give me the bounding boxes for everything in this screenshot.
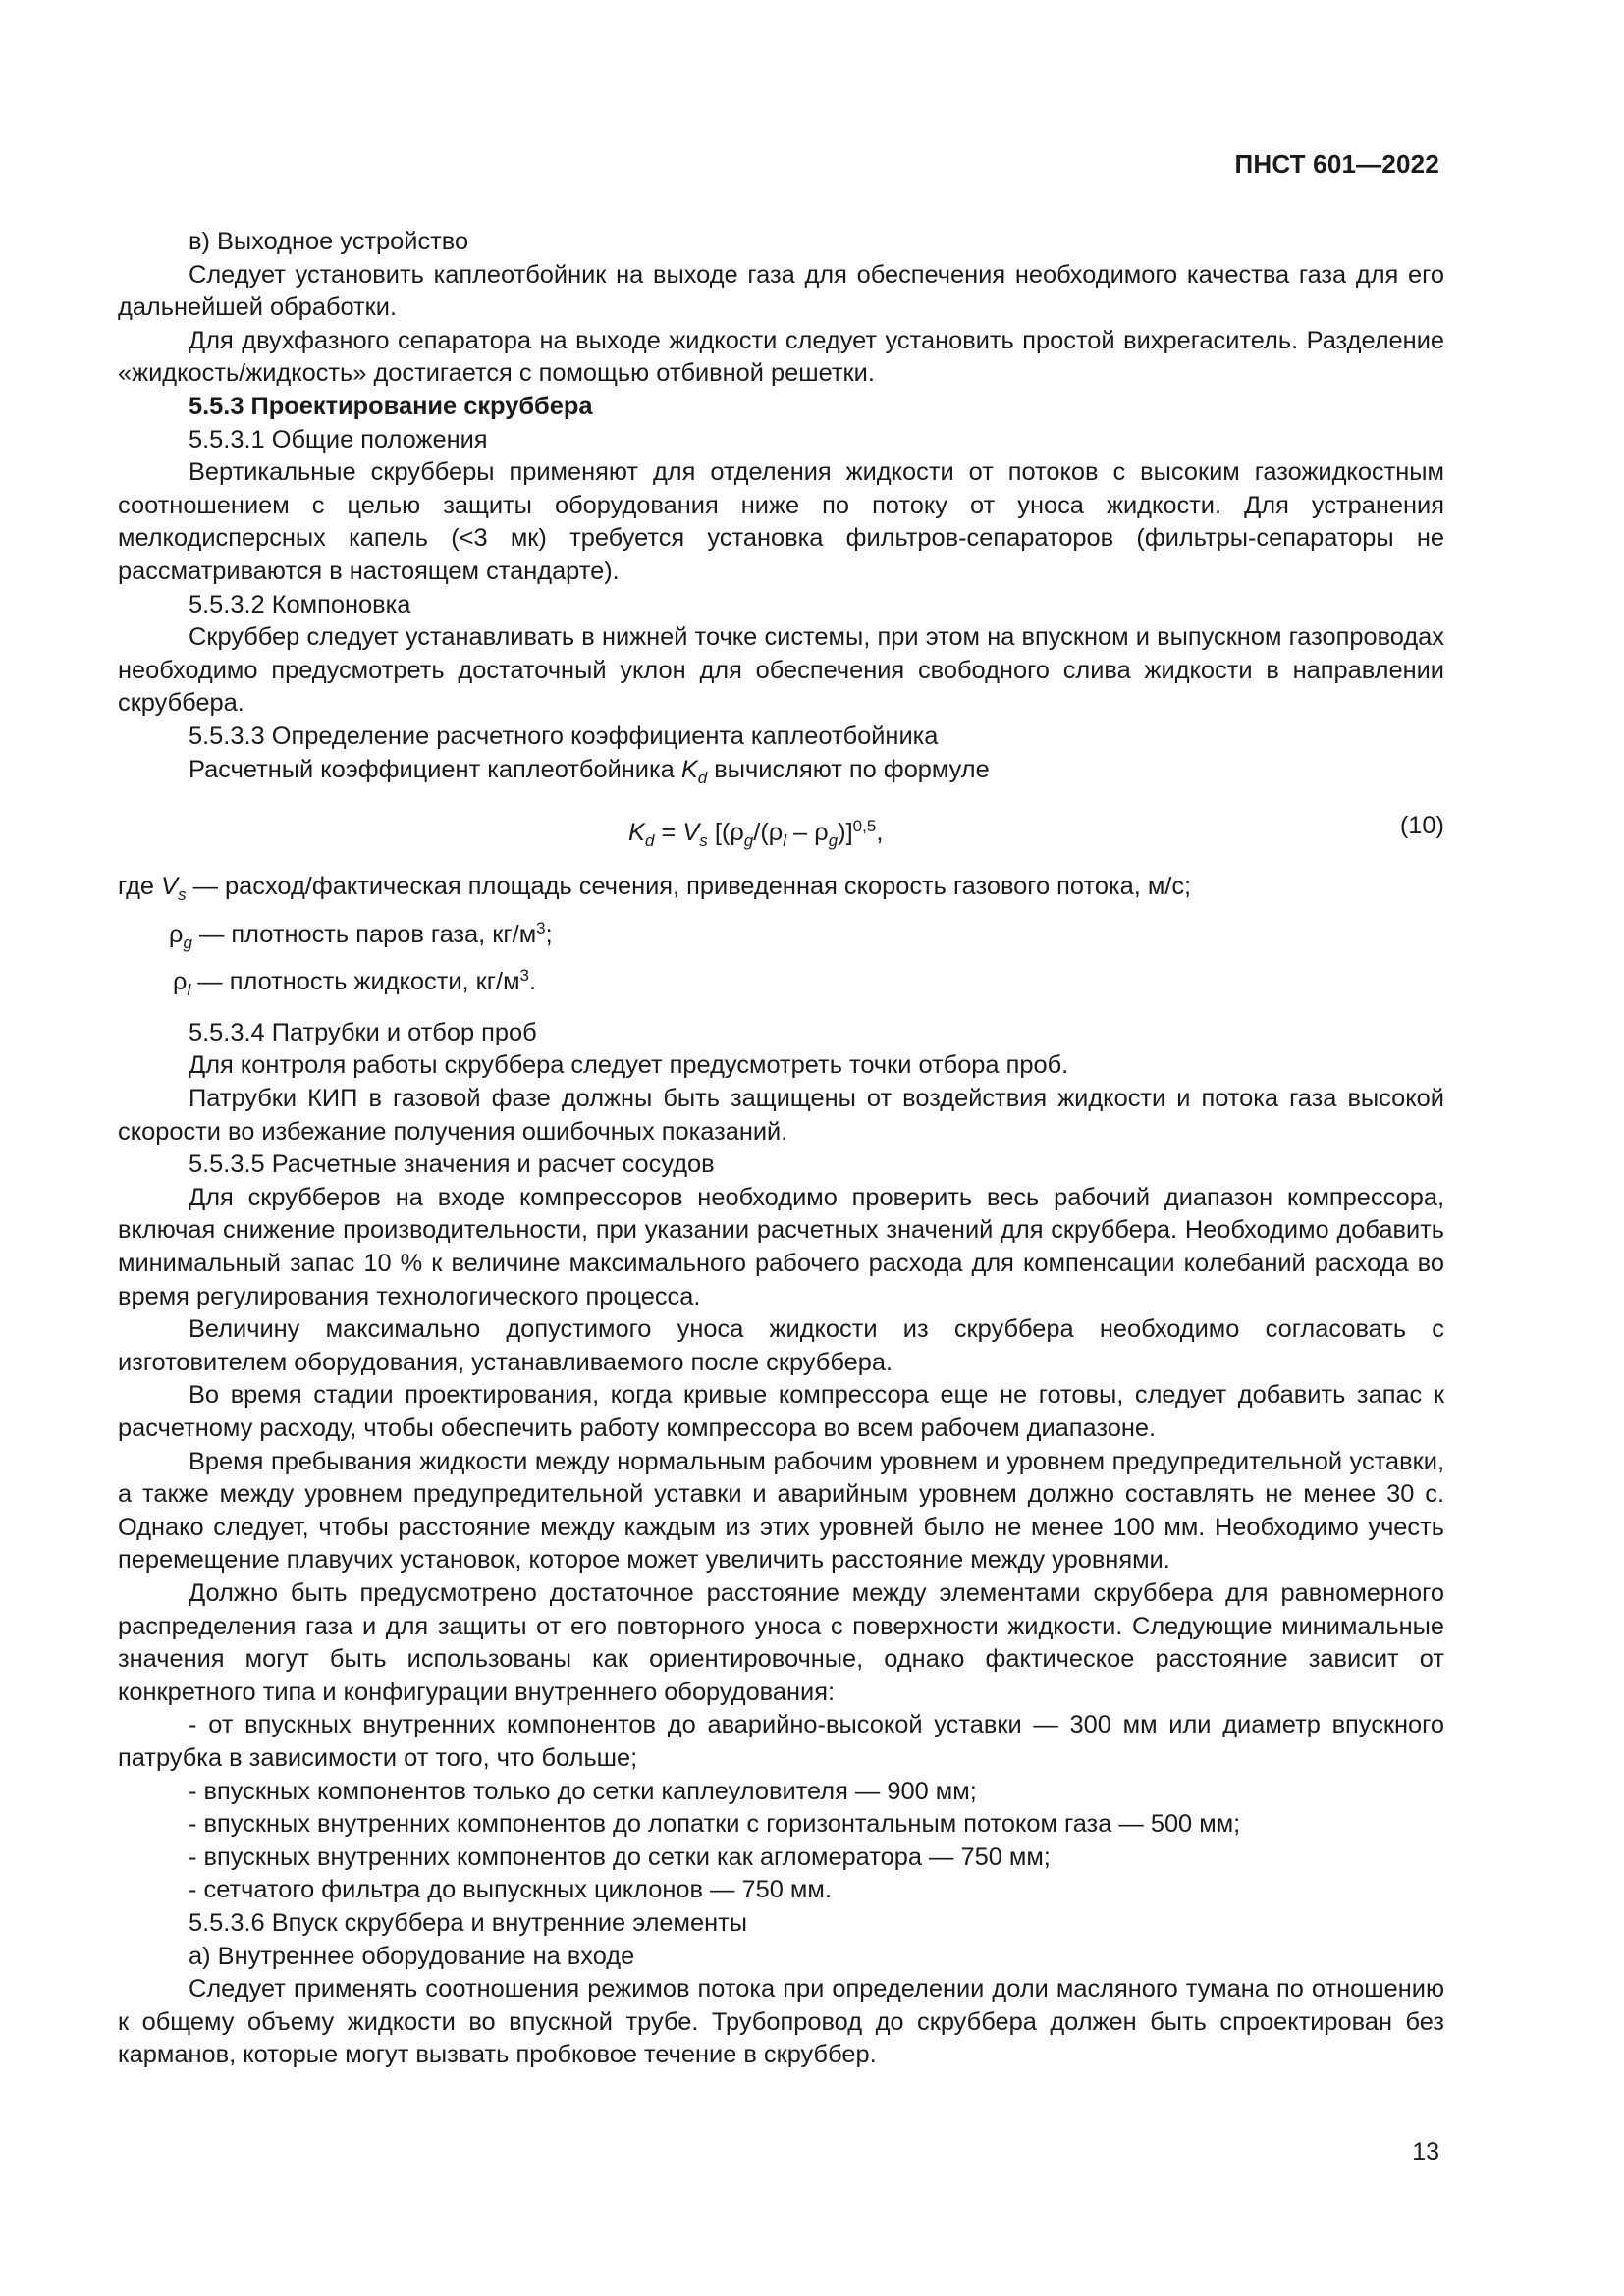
formula-exponent: 0,5 <box>852 817 877 836</box>
formula <box>628 810 883 858</box>
where-symbol-sub: g <box>183 933 192 952</box>
paragraph: Вертикальные скрубберы применяют для отделения жидкости от потоков с высоким газожидкостным соотношением с целью защиты оборудования ниже по потоку от уноса жидкости. Для устранения мелкодисперсных капель (<3 мк) требуется установка фильтров-сепараторов (фильтры-сепараторы не рассматриваются в настоящем стандарте). <box>118 458 1444 585</box>
paragraph: Скруббер следует устанавливать в нижней точке системы, при этом на впускном и выпускном газопроводах необходимо предусмотреть достаточный уклон для обеспечения свободного слива жидкости в направлении скруббера. <box>118 623 1444 718</box>
formula-rho-g2-sub: g <box>828 831 839 851</box>
where-item <box>118 871 1444 912</box>
formula-intro-symbol-sub: d <box>697 768 708 787</box>
where-list <box>118 871 1444 1007</box>
paragraph: Для скрубберов на входе компрессоров необходимо проверить весь рабочий диапазон компрессора, включая снижение производительности, при указании расчетных значений для скруббера. Необходимо добавить минимальный запас 10 % к величине максимального рабочего расхода для компенсации колебаний расхода во время регулирования технологического процесса. <box>118 1183 1444 1310</box>
paragraph: 5.5.3.3 Определение расчетного коэффициента каплеотбойника <box>189 721 939 750</box>
paragraph: 5.5.3.5 Расчетные значения и расчет сосудов <box>189 1150 715 1179</box>
where-item <box>118 912 1444 960</box>
paragraph: 5.5.3.2 Компоновка <box>189 590 411 618</box>
paragraph: - впускных внутренних компонентов до сетки как агломератора — 750 мм; <box>189 1842 1051 1871</box>
paragraph: Во время стадии проектирования, когда кривые компрессора еще не готовы, следует добавить запас к расчетному расходу, чтобы обеспечить работу компрессора во всем рабочем диапазоне. <box>118 1381 1444 1442</box>
document-code: ПНСТ 601—2022 <box>1234 149 1439 179</box>
paragraph: - сетчатого фильтра до выпускных циклонов — 750 мм. <box>189 1876 832 1904</box>
paragraph: а) Внутреннее оборудование на входе <box>189 1942 635 1970</box>
where-end: . <box>529 968 537 996</box>
formula-minus: – ρ <box>786 819 829 847</box>
paragraph: Величину максимально допустимого уноса жидкости из скруббера необходимо согласовать с изготовителем оборудования, устанавливаемого после скруббера. <box>118 1315 1444 1376</box>
formula-intro-text: Расчетный коэффициент каплеотбойника <box>189 755 675 783</box>
formula-rho-g-sub: g <box>743 831 754 851</box>
paragraph: 5.5.3.6 Впуск скруббера и внутренние элементы <box>189 1908 748 1937</box>
formula-slash: /(ρ <box>753 819 784 847</box>
formula-v-sub: s <box>699 831 708 851</box>
paragraph: - впускных компонентов только до сетки каплеуловителя — 900 мм; <box>189 1777 977 1805</box>
formula-v: V <box>682 819 700 847</box>
formula-close: )] <box>838 819 853 847</box>
where-symbol: ρ <box>169 920 184 948</box>
paragraph: 5.5.3.4 Патрубки и отбор проб <box>189 1018 537 1046</box>
formula-open: [(ρ <box>707 819 744 847</box>
where-text: — плотность жидкости, кг/м <box>190 968 520 996</box>
where-symbol-sub: l <box>187 981 191 1000</box>
section-after-formula <box>118 1017 1444 2072</box>
where-unit-sup: 3 <box>519 966 529 986</box>
paragraph: Для контроля работы скруббера следует предусмотреть точки отбора проб. <box>189 1051 1069 1080</box>
section-heading: 5.5.3 Проектирование скруббера <box>189 392 593 420</box>
page-number: 13 <box>1412 2138 1439 2165</box>
paragraph: - впускных внутренних компонентов до лопатки с горизонтальным потоком газа — 500 мм; <box>189 1810 1241 1839</box>
section-before-formula <box>118 226 1444 754</box>
where-end: ; <box>545 920 553 948</box>
where-unit-sup: 3 <box>536 918 546 937</box>
formula-rho-l-sub: l <box>783 831 786 851</box>
formula-intro-symbol: K <box>680 755 698 783</box>
formula-lhs: K <box>628 819 645 847</box>
where-text: — расход/фактическая площадь сечения, приведенная скорость газового потока, м/с; <box>186 873 1192 901</box>
where-symbol-sub: s <box>178 885 187 905</box>
where-text: — плотность паров газа, кг/м <box>191 920 537 948</box>
where-symbol: ρ <box>173 968 188 996</box>
formula-number: (10) <box>1399 812 1444 840</box>
formula-comma: , <box>876 819 884 847</box>
where-item <box>118 959 1444 1007</box>
formula-lhs-sub: d <box>644 831 655 851</box>
formula-intro <box>118 754 1444 795</box>
paragraph: Следует применять соотношения режимов потока при определении доли масляного тумана по отношению к общему объему жидкости во впускной трубе. Трубопровод до скруббера должен быть спроектирован без карманов, которые могут вызвать пробковое течение в скруббер. <box>118 1975 1444 2069</box>
formula-eq: = <box>654 819 683 847</box>
paragraph: Для двухфазного сепаратора на выходе жидкости следует установить простой вихрегаситель. Разделение «жидкость/жидкость» достигается с помощью отбивной решетки. <box>118 326 1444 388</box>
paragraph: Должно быть предусмотрено достаточное расстояние между элементами скруббера для равномерного распределения газа и для защиты от его повторного уноса с поверхности жидкости. Следующие минимальные значения могут быть использованы как ориентировочные, однако фактическое расстояние зависит от конкретного типа и конфигурации внутреннего оборудования: <box>118 1578 1444 1706</box>
paragraph: Патрубки КИП в газовой фазе должны быть защищены от воздействия жидкости и потока газа высокой скорости во избежание получения ошибочных показаний. <box>118 1085 1444 1146</box>
paragraph: 5.5.3.1 Общие положения <box>189 425 488 454</box>
paragraph: в) Выходное устройство <box>189 228 469 255</box>
paragraph: Время пребывания жидкости между нормальным рабочим уровнем и уровнем предупредительной уставки, а также между уровнем предупредительной уставки и аварийным уровнем должно составлять не менее 30 с. Однако следует, чтобы расстояние между каждым из этих уровней было не менее 100 мм. Необходимо учесть перемещение плавучих установок, которое может увеличить расстояние между уровнями. <box>118 1447 1444 1575</box>
formula-row <box>118 804 1444 857</box>
document-body <box>118 226 1444 2072</box>
where-symbol: V <box>161 873 179 901</box>
paragraph: Следует установить каплеотбойник на выходе газа для обеспечения необходимого качества газа для его дальнейшей обработки. <box>118 260 1444 322</box>
where-prefix: где <box>118 873 162 901</box>
formula-intro-tail: вычисляют по формуле <box>714 755 990 783</box>
paragraph: - от впускных внутренних компонентов до аварийно-высокой уставки — 300 мм или диаметр впускного патрубка в зависимости от того, что больше; <box>118 1711 1444 1772</box>
